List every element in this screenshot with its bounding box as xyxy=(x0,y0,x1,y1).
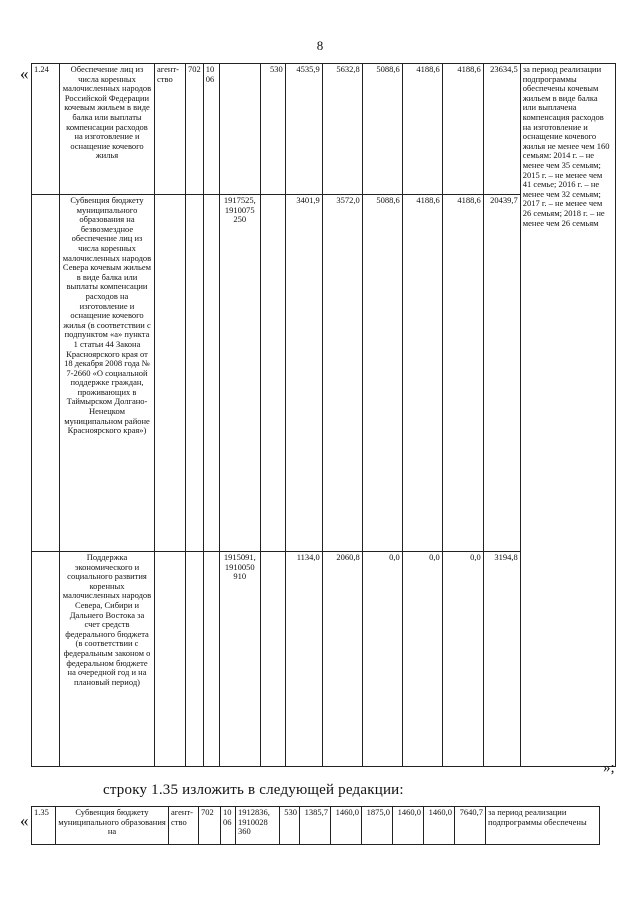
section-code xyxy=(203,195,219,552)
value-year-5: 4188,6 xyxy=(442,195,483,552)
expense-type xyxy=(260,195,285,552)
measure-name: Субвенция бюджету муниципального образования на xyxy=(56,807,169,845)
value-total: 23634,5 xyxy=(483,64,520,195)
table-row xyxy=(32,64,616,195)
page-number: 8 xyxy=(316,38,324,53)
row-number: 1.24 xyxy=(32,64,60,195)
value-year-4: 0,0 xyxy=(402,552,442,767)
ministry-code xyxy=(186,195,204,552)
row-number xyxy=(32,552,60,767)
expense-type: 530 xyxy=(280,807,300,845)
agency-cell: агент-ство xyxy=(169,807,199,845)
target-article: 1912836, 1910028 360 xyxy=(236,807,280,845)
expense-type: 530 xyxy=(260,64,285,195)
target-article xyxy=(219,64,260,195)
measure-name: Поддержка экономического и социального развития коренных малочисленных народов Севера, Сибири и Дальнего Востока за счет средств федерального бюджета (в соответствии с федеральным законом о федеральном бюджете на очередной год и на плановый период) xyxy=(60,552,155,767)
amendment-instruction: строку 1.35 изложить в следующей редакции: xyxy=(103,782,404,798)
value-year-2: 2060,8 xyxy=(322,552,362,767)
opening-quote-mark: « xyxy=(20,64,29,83)
value-year-5: 1460,0 xyxy=(424,807,455,845)
value-year-3: 5088,6 xyxy=(362,64,402,195)
section-code: 10 06 xyxy=(221,807,236,845)
expected-result: за период реализации подпрограммы обеспечены xyxy=(486,807,600,845)
value-year-1: 1385,7 xyxy=(300,807,331,845)
expense-type xyxy=(260,552,285,767)
value-year-2: 3572,0 xyxy=(322,195,362,552)
ministry-code: 702 xyxy=(199,807,221,845)
value-total: 7640,7 xyxy=(455,807,486,845)
program-measures-table xyxy=(31,63,616,767)
value-year-2: 5632,8 xyxy=(322,64,362,195)
value-year-3: 1875,0 xyxy=(362,807,393,845)
agency-cell xyxy=(155,195,186,552)
value-year-2: 1460,0 xyxy=(331,807,362,845)
target-article: 1917525, 1910075 250 xyxy=(219,195,260,552)
value-year-4: 4188,6 xyxy=(402,195,442,552)
row-number xyxy=(32,195,60,552)
value-year-3: 0,0 xyxy=(362,552,402,767)
agency-cell xyxy=(155,552,186,767)
target-article: 1915091, 1910050 910 xyxy=(219,552,260,767)
agency-cell: агент-ство xyxy=(155,64,186,195)
closing-quote-mark: »; xyxy=(603,760,615,776)
row-number: 1.35 xyxy=(32,807,56,845)
value-year-1: 1134,0 xyxy=(285,552,322,767)
value-year-1: 3401,9 xyxy=(285,195,322,552)
value-total: 3194,8 xyxy=(483,552,520,767)
ministry-code xyxy=(186,552,204,767)
measure-name: Обеспечение лиц из числа коренных малочисленных народов Российской Федерации кочевым жильем в виде балка или выплаты компенсации расходов на изготовление и оснащение кочевого жилья xyxy=(60,64,155,195)
section-code xyxy=(203,552,219,767)
value-year-4: 1460,0 xyxy=(393,807,424,845)
measure-name: Субвенция бюджету муниципального образования на безвозмездное обеспечение лиц из числа коренных малочисленных народов Севера кочевым жильем в виде балка или выплаты компенсации расходов на изготовление и оснащение кочевого жилья (в соответствии с подпунктом «а» пункта 1 статьи 44 Закона Красноярского края от 18 декабря 2008 года № 7-2660 «О социальной поддержке граждан, проживающих в Таймырском Долгано-Ненецком муниципальном районе Красноярского края») xyxy=(60,195,155,552)
value-total: 20439,7 xyxy=(483,195,520,552)
section-code: 10 06 xyxy=(203,64,219,195)
value-year-4: 4188,6 xyxy=(402,64,442,195)
opening-quote-mark: « xyxy=(20,811,29,830)
ministry-code: 702 xyxy=(186,64,204,195)
value-year-5: 4188,6 xyxy=(442,64,483,195)
expected-result: за период реализации подпрограммы обеспечены кочевым жильем в виде балка или выплачена компенсация расходов на изготовление и оснащение кочевого жилья не менее чем 160 семьям: 2014 г. – не менее чем 35 семьям; 2015 г. – не менее чем 41 семье; 2016 г. – не менее чем 32 семьям; 2017 г. – не менее чем 26 семьям; 2018 г. – не менее чем 26 семьям xyxy=(520,64,615,767)
value-year-3: 5088,6 xyxy=(362,195,402,552)
row-135-table xyxy=(31,806,600,845)
value-year-1: 4535,9 xyxy=(285,64,322,195)
table-row xyxy=(32,807,600,845)
value-year-5: 0,0 xyxy=(442,552,483,767)
